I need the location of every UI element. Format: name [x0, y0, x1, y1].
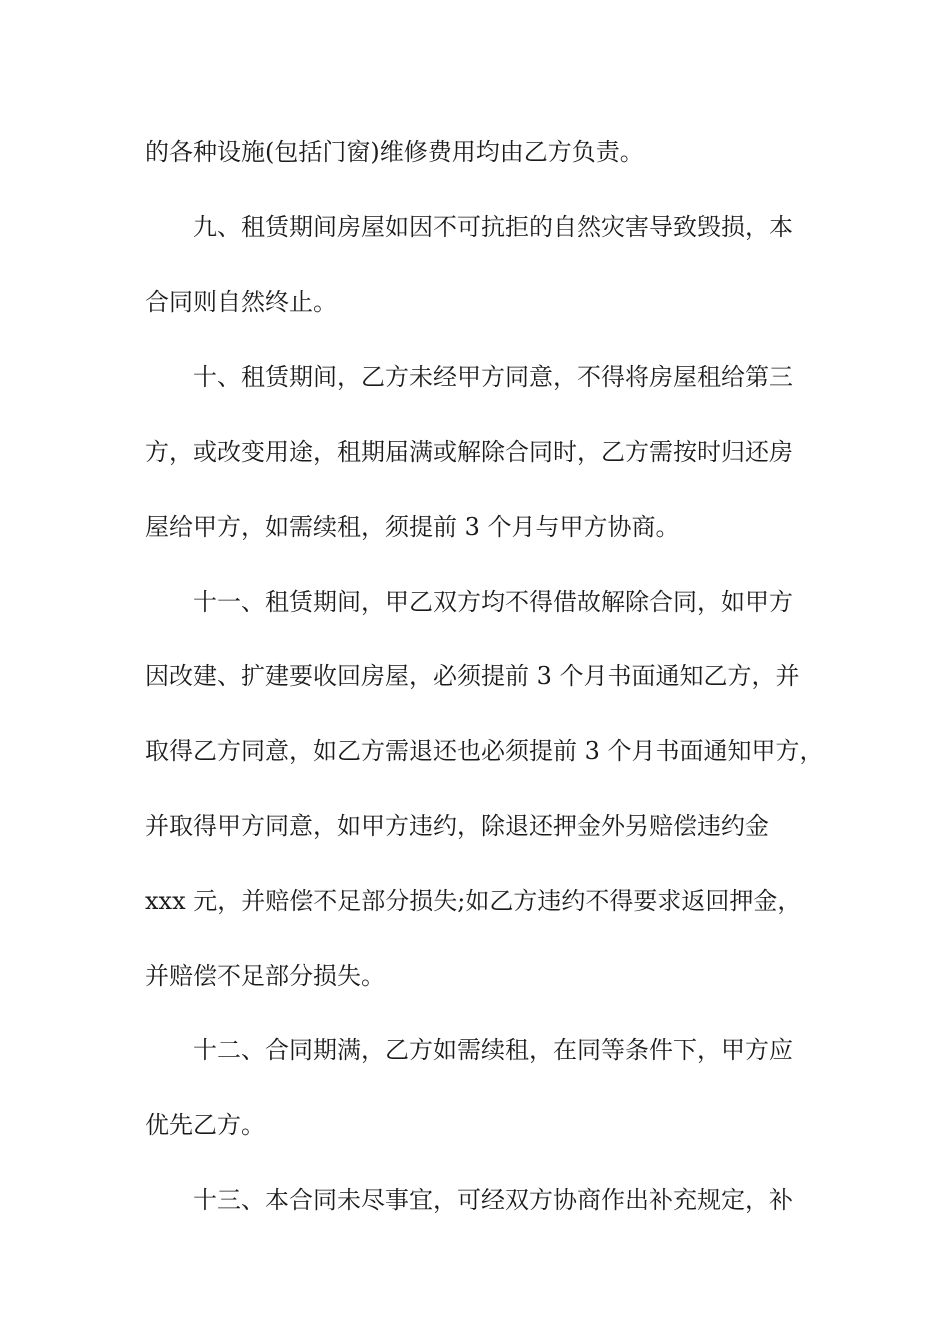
text-line: 并赔偿不足部分损失。 — [145, 962, 385, 990]
text-line: 并取得甲方同意，如甲方违约，除退还押金外另赔偿违约金 — [145, 812, 769, 840]
text-line: 屋给甲方，如需续租，须提前 3 个月与甲方协商。 — [145, 513, 680, 541]
clause-11-line: 十一、租赁期间，甲乙双方均不得借故解除合同，如甲方 — [193, 588, 793, 616]
text-line: 的各种设施(包括门窗)维修费用均由乙方负责。 — [145, 138, 644, 166]
text-line: 方，或改变用途，租期届满或解除合同时，乙方需按时归还房 — [145, 438, 793, 466]
text-line: 因改建、扩建要收回房屋，必须提前 3 个月书面通知乙方，并 — [145, 662, 800, 690]
clause-9-line: 九、租赁期间房屋如因不可抗拒的自然灾害导致毁损，本 — [193, 213, 793, 241]
text-line: 合同则自然终止。 — [145, 288, 337, 316]
clause-12-line: 十二、合同期满，乙方如需续租，在同等条件下，甲方应 — [193, 1036, 793, 1064]
text-line: 取得乙方同意，如乙方需退还也必须提前 3 个月书面通知甲方， — [145, 737, 824, 765]
clause-10-line: 十、租赁期间，乙方未经甲方同意，不得将房屋租给第三 — [193, 363, 793, 391]
text-line: xxx 元，并赔偿不足部分损失;如乙方违约不得要求返回押金， — [145, 887, 802, 915]
clause-13-line: 十三、本合同未尽事宜，可经双方协商作出补充规定，补 — [193, 1186, 793, 1214]
text-line: 优先乙方。 — [145, 1111, 265, 1139]
